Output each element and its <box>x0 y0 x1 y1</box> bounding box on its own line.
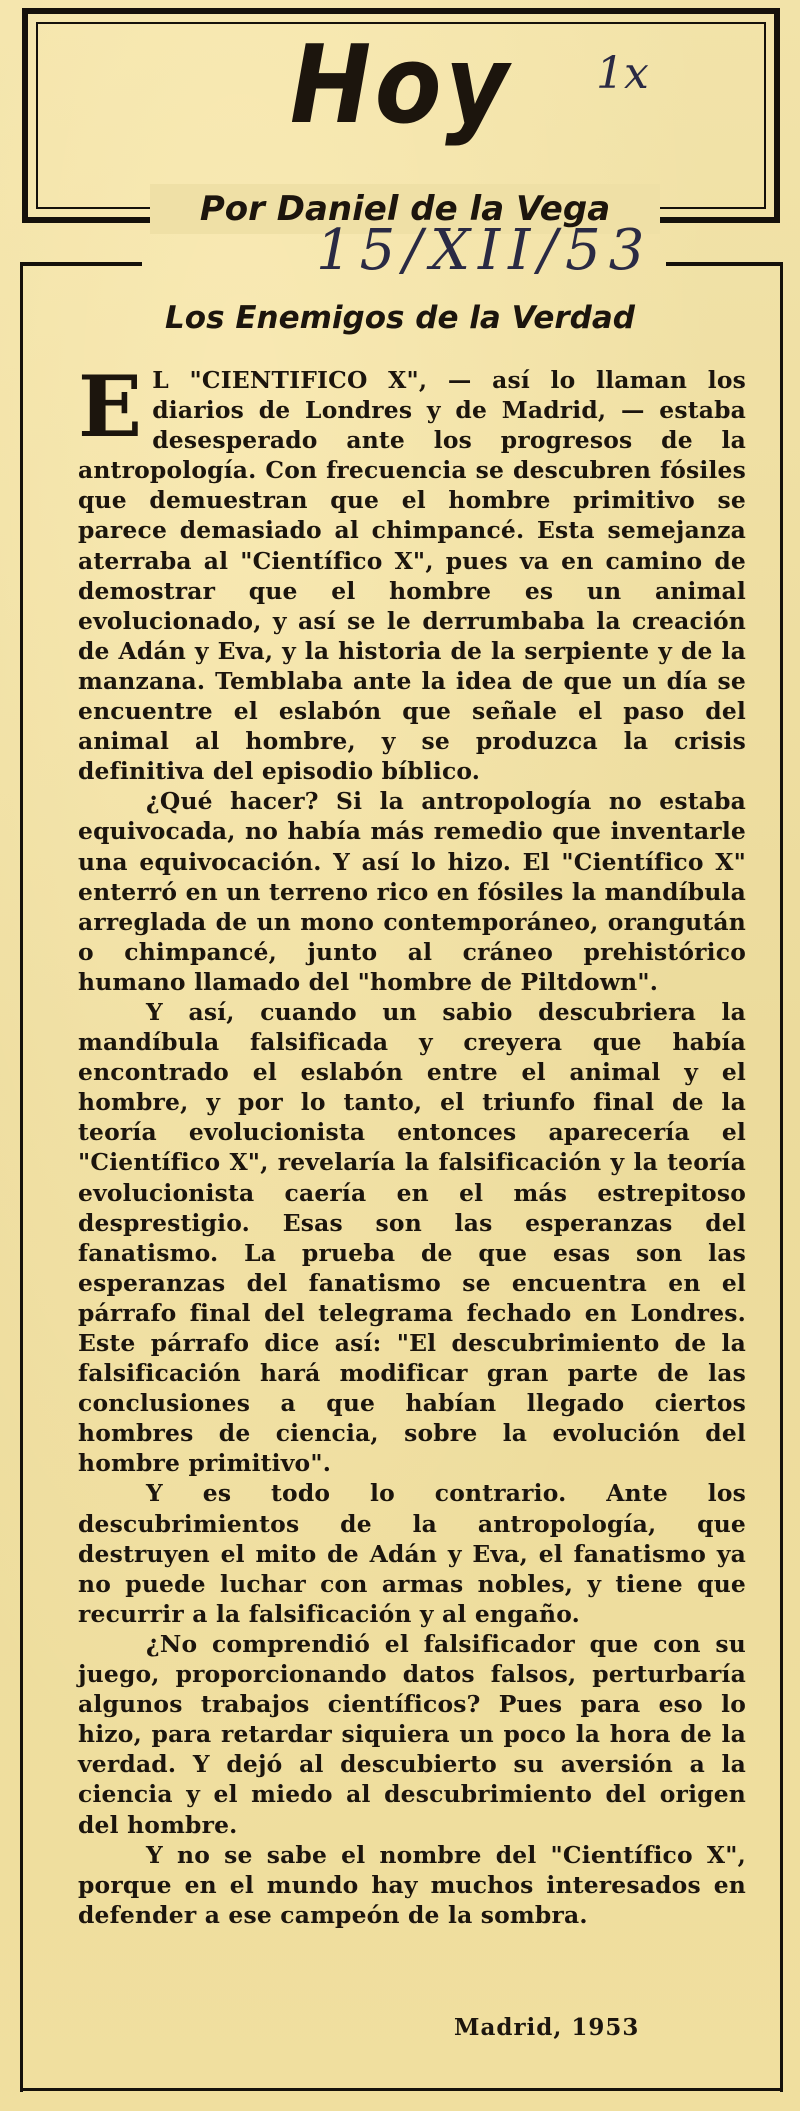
handwritten-date: 15/XII/53 <box>316 218 653 283</box>
bottom-border-rule <box>20 2088 783 2091</box>
article-headline: Los Enemigos de la Verdad <box>165 300 635 336</box>
right-top-rule <box>666 262 780 266</box>
article-body <box>78 357 746 1930</box>
handwritten-corner-mark: 1x <box>596 48 649 99</box>
author-byline: Por Daniel de la Vega <box>199 189 611 229</box>
article-paragraph <box>78 357 746 786</box>
column-title: Hoy <box>289 23 513 148</box>
article-paragraph: Y así, cuando un sabio descubriera la mandíbula falsificada y creyera que había encontrado el eslabón entre el animal y el hombre, y por lo tanto, el triunfo final de la teoría evolucionista entonces aparecería el "Científico X", revelaría la falsificación y la teoría evolucionista caería en el más estrepitoso desprestigio. Esas son las esperanzas del fanatismo. La prueba de que esas son las esperanzas del fanatismo se encuentra en el párrafo final del telegrama fechado en Londres. Este párrafo dice así: "El descubrimiento de la falsificación hará modificar gran parte de las conclusiones a que habían llegado ciertos hombres de ciencia, sobre la evolución del hombre primitivo". <box>78 997 746 1478</box>
left-border-rule <box>20 262 23 2092</box>
paragraph-text: L "CIENTIFICO X", — así lo llaman los diarios de Londres y de Madrid, — estaba desesperado ante los progresos de la antropología. Con frecuencia se descubren fósiles que demuestran que el hombre primitivo se parece demasiado al chimpancé. Esta semejanza aterraba al "Científico X", pues va en camino de demostrar que el hombre es un animal evolucionado, y así se le derrumbaba la creación de Adán y Eva, y la historia de la serpiente y de la manzana. Temblaba ante la idea de que un día se encuentre el eslabón que señale el paso del animal al hombre, y se produzca la crisis definitiva del episodio bíblico. <box>78 366 746 786</box>
article-paragraph: ¿No comprendió el falsificador que con su juego, proporcionando datos falsos, perturbaría algunos trabajos científicos? Pues para eso lo hizo, para retardar siquiera un poco la hora de la verdad. Y dejó al descubierto su aversión a la ciencia y el miedo al descubrimiento del origen del hombre. <box>78 1629 746 1839</box>
article-paragraph: Y no se sabe el nombre del "Científico X", porque en el mundo hay muchos interesados en defender a ese campeón de la sombra. <box>78 1840 746 1929</box>
drop-cap: E <box>78 357 143 456</box>
article-paragraph: Y es todo lo contrario. Ante los descubrimientos de la antropología, que destruyen el mito de Adán y Eva, el fanatismo ya no puede luchar con armas nobles, y tiene que recurrir a la falsificación y al engaño. <box>78 1479 746 1628</box>
article-paragraph: ¿Qué hacer? Si la antropología no estaba equivocada, no había más remedio que inventarle una equivocación. Y así lo hizo. El "Científico X" enterró en un terreno rico en fósiles la mandíbula arreglada de un mono contemporáneo, orangután o chimpancé, junto al cráneo prehistórico humano llamado del "hombre de Piltdown". <box>78 787 746 996</box>
left-top-rule <box>22 262 142 266</box>
dateline-signoff: Madrid, 1953 <box>454 2014 640 2041</box>
right-border-rule <box>780 262 783 2092</box>
